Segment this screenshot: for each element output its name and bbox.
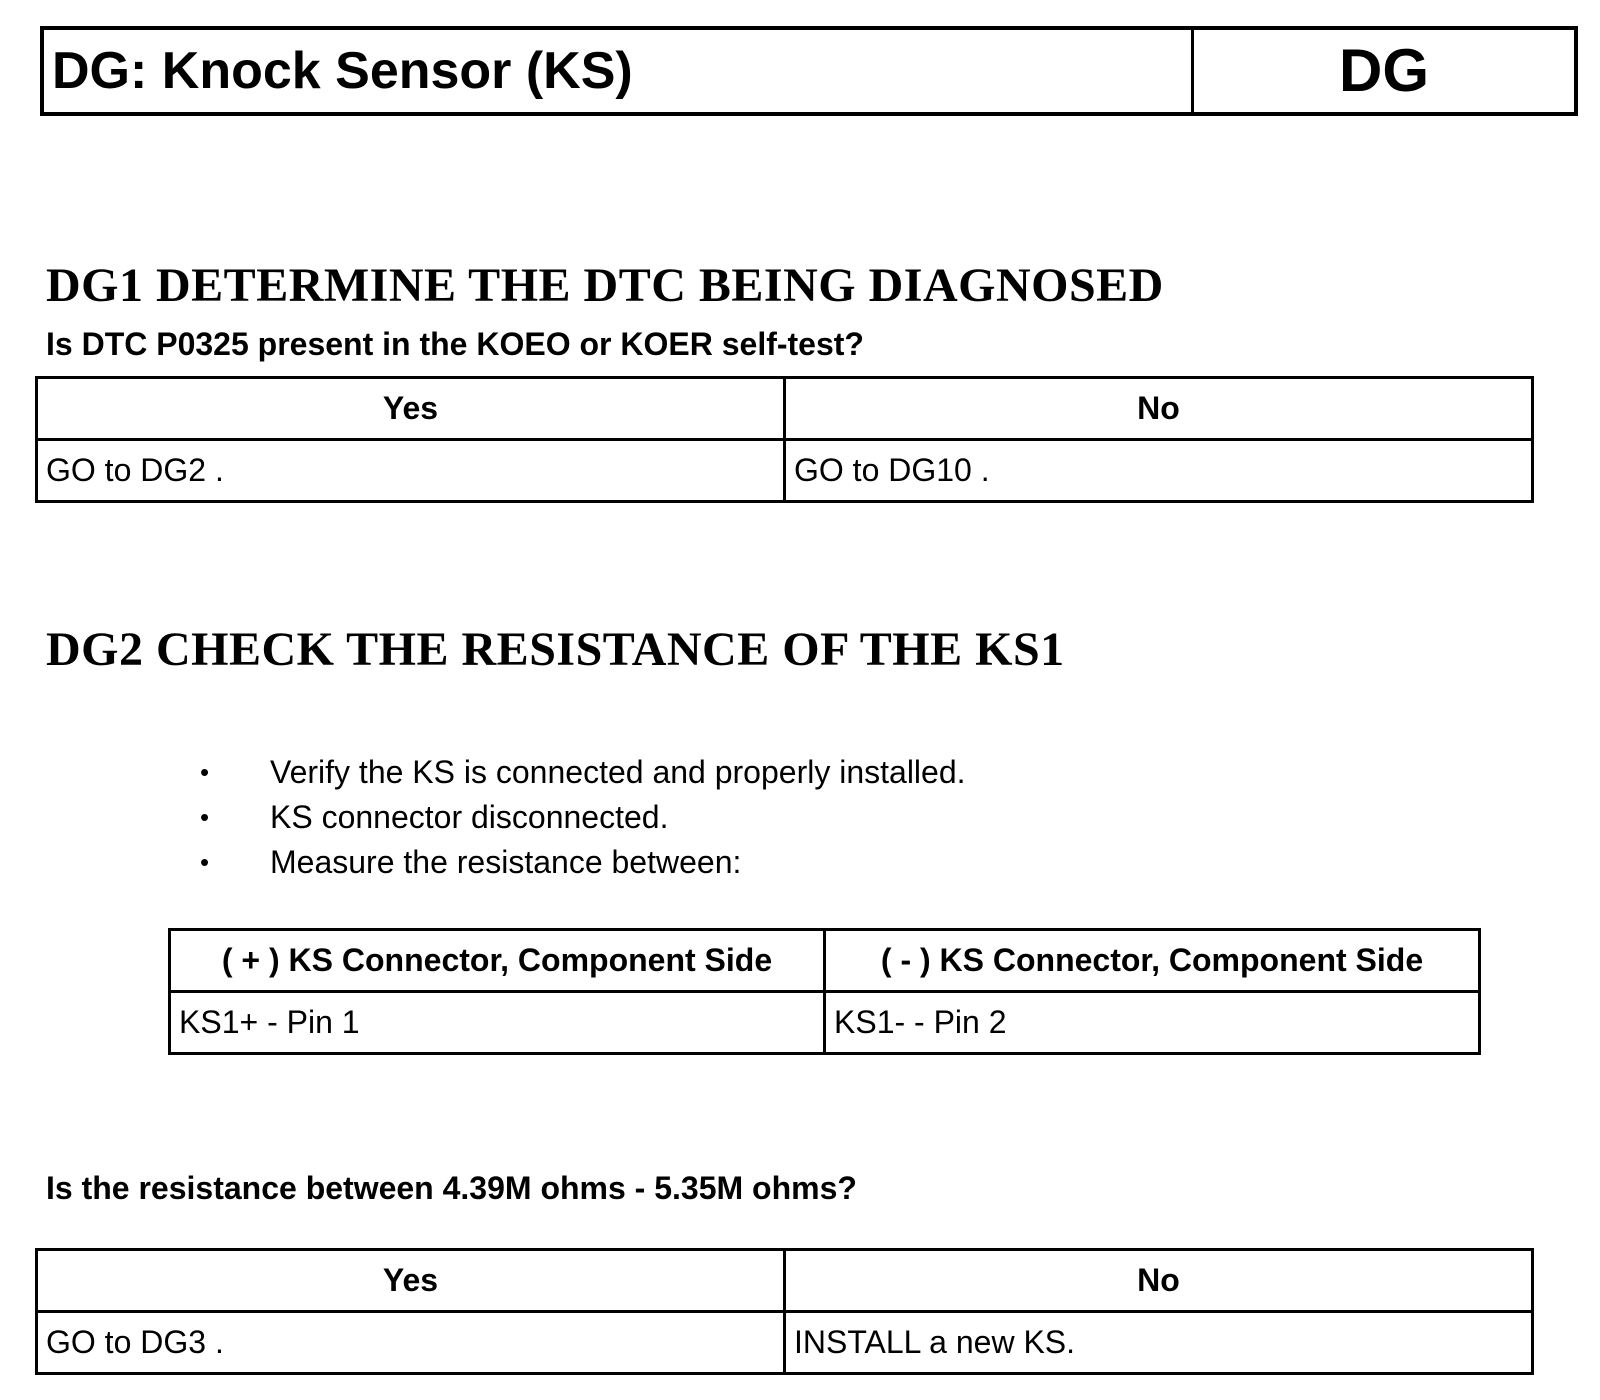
list-item: [200, 840, 966, 885]
step-text: KS connector disconnected.: [270, 799, 669, 835]
no-action: GO to DG10 .: [785, 440, 1533, 502]
page-title: DG: Knock Sensor (KS): [44, 30, 1194, 112]
list-item: [200, 795, 966, 840]
measure-table: [168, 928, 1481, 1055]
step-text: Measure the resistance between:: [270, 844, 742, 880]
dg2-heading: DG2 CHECK THE RESISTANCE OF THE KS1: [46, 623, 1065, 676]
positive-connector-header: ( + ) KS Connector, Component Side: [170, 930, 825, 992]
yes-header: Yes: [37, 1250, 785, 1312]
list-item: [200, 750, 966, 795]
table-row: [37, 440, 1533, 502]
section-code: DG: [1339, 37, 1429, 104]
yes-action: GO to DG3 .: [37, 1312, 785, 1374]
table-header-row: [37, 1250, 1533, 1312]
table-header-row: [170, 930, 1480, 992]
table-row: [170, 992, 1480, 1054]
negative-pin: KS1- - Pin 2: [825, 992, 1480, 1054]
dg2-steps-list: [200, 750, 966, 885]
positive-pin: KS1+ - Pin 1: [170, 992, 825, 1054]
yes-header: Yes: [37, 378, 785, 440]
dg1-decision-table: [35, 376, 1534, 503]
no-header: No: [785, 1250, 1533, 1312]
negative-connector-header: ( - ) KS Connector, Component Side: [825, 930, 1480, 992]
dg2-decision-table: [35, 1248, 1534, 1375]
no-header: No: [785, 378, 1533, 440]
no-action: INSTALL a new KS.: [785, 1312, 1533, 1374]
table-header-row: [37, 378, 1533, 440]
step-text: Verify the KS is connected and properly installed.: [270, 754, 966, 790]
bullet-icon: •: [200, 757, 210, 787]
page-header: [40, 26, 1578, 116]
yes-action: GO to DG2 .: [37, 440, 785, 502]
dg1-heading: DG1 DETERMINE THE DTC BEING DIAGNOSED: [46, 259, 1164, 312]
table-row: [37, 1312, 1533, 1374]
bullet-icon: •: [200, 802, 210, 832]
bullet-icon: •: [200, 847, 210, 877]
dg1-question: Is DTC P0325 present in the KOEO or KOER self-test?: [46, 326, 864, 362]
dg2-question: Is the resistance between 4.39M ohms - 5.35M ohms?: [46, 1170, 857, 1206]
